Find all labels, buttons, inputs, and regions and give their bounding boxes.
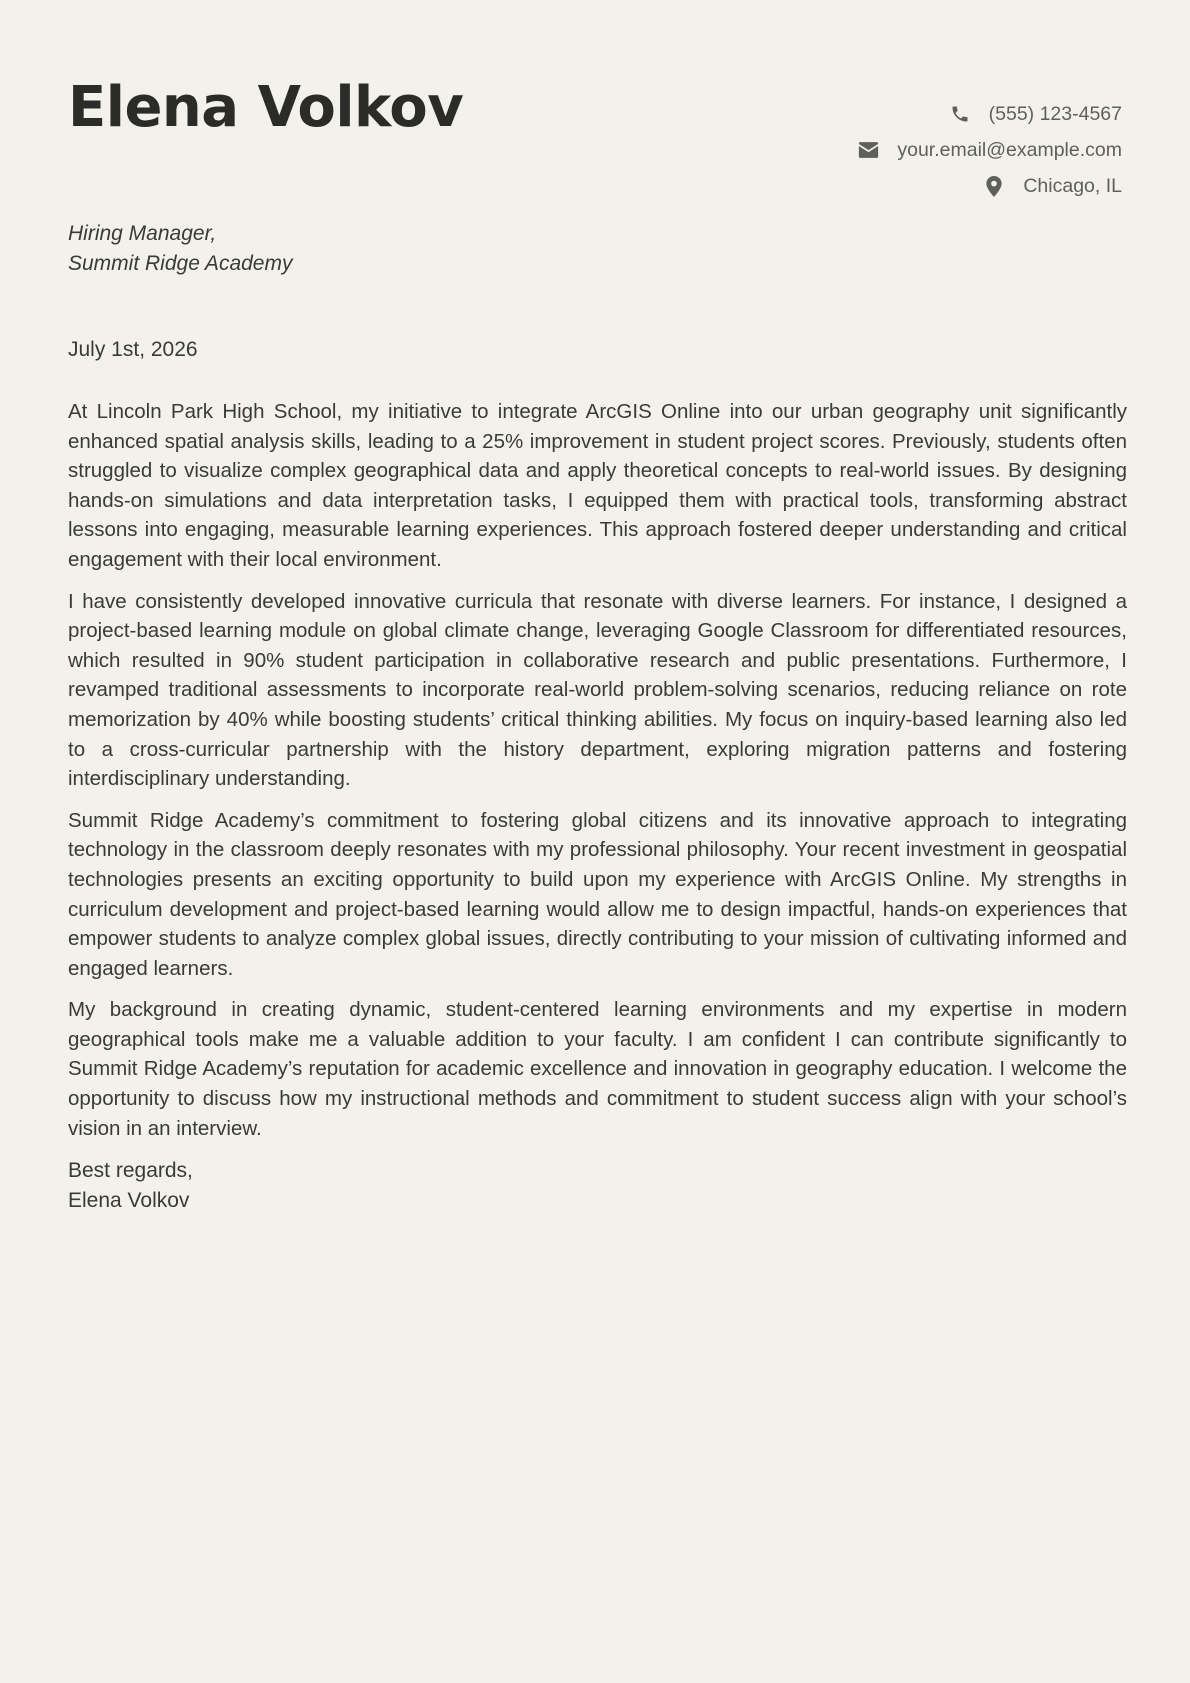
body-paragraph: I have consistently developed innovative curricula that resonate with diverse learners. For instance, I designed a project-based learning module on global climate change, leveraging Google Classroom for differentiated resources, which resulted in 90% student participation in collaborative research and public presentations. Furthermore, I revamped traditional assessments to incorporate real-world problem-solving scenarios, reducing reliance on rote memorization by 40% while boosting students’ critical thinking abilities. My focus on inquiry-based learning also led to a cross-curricular partnership with the history department, exploring migration patterns and fostering interdisciplinary understanding. [68,589,1127,791]
map-pin-icon [983,175,1005,197]
contact-phone-row [857,96,1122,132]
contact-email[interactable]: your.email@example.com [897,138,1122,161]
closing-block [68,1156,193,1215]
contact-location: Chicago, IL [1023,174,1122,197]
body-paragraph: Summit Ridge Academy’s commitment to fostering global citizens and its innovative approach to integrating technology in the classroom deeply resonates with my professional philosophy. Your recent investment in geospatial technologies presents an exciting opportunity to build upon my experience with ArcGIS Online. My strengths in curriculum development and project-based learning would allow me to design impactful, hands-on experiences that empower students to analyze complex global issues, directly contributing to your mission of cultivating informed and engaged learners. [68,808,1127,980]
contact-block [857,96,1122,204]
recipient-organization: Summit Ridge Academy [68,252,293,275]
envelope-icon [857,139,879,161]
closing-signature: Elena Volkov [68,1188,190,1212]
contact-phone[interactable]: (555) 123-4567 [988,102,1122,125]
contact-email-row [857,132,1122,168]
contact-location-row [857,168,1122,204]
recipient-block [68,219,292,279]
letter-date: July 1st, 2026 [68,338,198,361]
body-paragraph: At Lincoln Park High School, my initiative to integrate ArcGIS Online into our urban geography unit significantly enhanced spatial analysis skills, leading to a 25% improvement in student project scores. Previously, students often struggled to visualize complex geographical data and apply theoretical concepts to real-world issues. By designing hands-on simulations and data interpretation tasks, I equipped them with practical tools, transforming abstract lessons into engaging, measurable learning experiences. This approach fostered deeper understanding and critical engagement with their local environment. [68,400,1127,571]
letter-body [68,397,1127,1155]
body-paragraph: My background in creating dynamic, student-centered learning environments and my expertise in modern geographical tools make me a valuable addition to your faculty. I am confident I can contribute significantly to Summit Ridge Academy’s reputation for academic excellence and innovation in geography education. I welcome the opportunity to discuss how my instructional methods and commitment to student success align with your school’s vision in an interview. [68,998,1127,1140]
recipient-title: Hiring Manager, [68,222,217,245]
applicant-name: Elena Volkov [68,75,464,140]
phone-icon [949,103,971,125]
closing-salutation: Best regards, [68,1159,193,1182]
